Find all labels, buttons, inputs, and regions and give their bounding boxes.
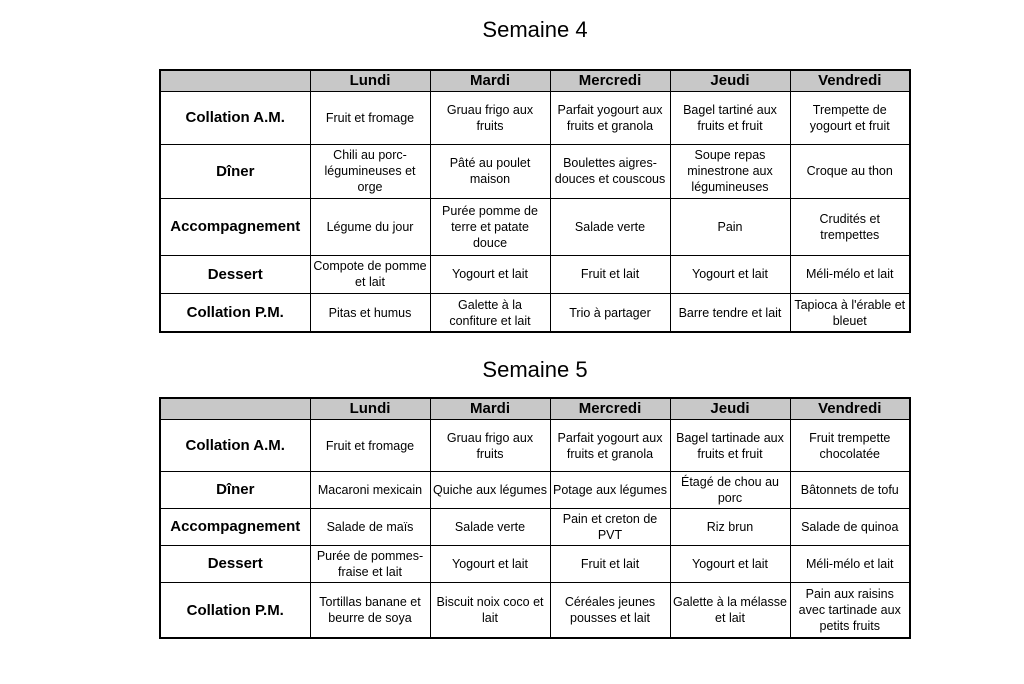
- table-row-diner: [160, 472, 910, 508]
- row-label: Accompagnement: [160, 199, 310, 256]
- menu-cell: Potage aux légumes: [550, 472, 670, 508]
- menu-cell: Yogourt et lait: [670, 255, 790, 293]
- row-label: Collation A.M.: [160, 92, 310, 145]
- table-row-collation-am: [160, 420, 910, 472]
- menu-cell: Quiche aux légumes: [430, 472, 550, 508]
- menu-cell: Pitas et humus: [310, 294, 430, 332]
- menu-cell: Fruit et lait: [550, 255, 670, 293]
- row-label: Collation A.M.: [160, 420, 310, 472]
- menu-cell: Fruit et fromage: [310, 420, 430, 472]
- week-4-title: Semaine 4: [482, 17, 588, 42]
- menu-cell: Gruau frigo aux fruits: [430, 420, 550, 472]
- header-day-friday: Vendredi: [790, 70, 910, 92]
- menu-cell: Macaroni mexicain: [310, 472, 430, 508]
- menu-cell: Trempette de yogourt et fruit: [790, 92, 910, 145]
- menu-cell: Trio à partager: [550, 294, 670, 332]
- row-label: Dîner: [160, 144, 310, 199]
- table-row-collation-pm: [160, 583, 910, 638]
- menu-cell: Compote de pomme et lait: [310, 255, 430, 293]
- table-row-collation-pm: [160, 294, 910, 332]
- row-label: Collation P.M.: [160, 294, 310, 332]
- menu-cell: Yogourt et lait: [430, 255, 550, 293]
- menu-cell: Fruit et lait: [550, 545, 670, 582]
- week-4-menu-table: [159, 69, 911, 333]
- menu-cell: Soupe repas minestrone aux légumineuses: [670, 144, 790, 199]
- menu-cell: Pâté au poulet maison: [430, 144, 550, 199]
- menu-cell: Galette à la mélasse et lait: [670, 583, 790, 638]
- header-corner-cell: [160, 398, 310, 420]
- menu-cell: Gruau frigo aux fruits: [430, 92, 550, 145]
- row-label: Dîner: [160, 472, 310, 508]
- header-day-monday: Lundi: [310, 398, 430, 420]
- menu-cell: Salade verte: [430, 508, 550, 545]
- menu-cell: Barre tendre et lait: [670, 294, 790, 332]
- menu-cell: Pain: [670, 199, 790, 256]
- menu-cell: Salade de maïs: [310, 508, 430, 545]
- menu-cell: Céréales jeunes pousses et lait: [550, 583, 670, 638]
- menu-cell: Croque au thon: [790, 144, 910, 199]
- menu-cell: Étagé de chou au porc: [670, 472, 790, 508]
- row-label: Collation P.M.: [160, 583, 310, 638]
- menu-cell: Chili au porc-légumineuses et orge: [310, 144, 430, 199]
- header-corner-cell: [160, 70, 310, 92]
- week-5-menu-table: [159, 397, 911, 639]
- table-row-collation-am: [160, 92, 910, 145]
- menu-cell: Bagel tartiné aux fruits et fruit: [670, 92, 790, 145]
- menu-cell: Pain aux raisins avec tartinade aux petits fruits: [790, 583, 910, 638]
- header-day-monday: Lundi: [310, 70, 430, 92]
- menu-cell: Bâtonnets de tofu: [790, 472, 910, 508]
- header-day-thursday: Jeudi: [670, 398, 790, 420]
- menu-cell: Méli-mélo et lait: [790, 255, 910, 293]
- header-day-wednesday: Mercredi: [550, 398, 670, 420]
- menu-cell: Boulettes aigres-douces et couscous: [550, 144, 670, 199]
- menu-cell: Tortillas banane et beurre de soya: [310, 583, 430, 638]
- menu-cell: Parfait yogourt aux fruits et granola: [550, 92, 670, 145]
- table-header-row: [160, 398, 910, 420]
- table-row-diner: [160, 144, 910, 199]
- row-label: Dessert: [160, 255, 310, 293]
- menu-cell: Salade verte: [550, 199, 670, 256]
- header-day-tuesday: Mardi: [430, 398, 550, 420]
- menu-cell: Purée pomme de terre et patate douce: [430, 199, 550, 256]
- week-5-title: Semaine 5: [482, 357, 588, 382]
- menu-cell: Crudités et trempettes: [790, 199, 910, 256]
- menu-cell: Fruit et fromage: [310, 92, 430, 145]
- menu-cell: Légume du jour: [310, 199, 430, 256]
- menu-cell: Biscuit noix coco et lait: [430, 583, 550, 638]
- table-row-accompagnement: [160, 199, 910, 256]
- menu-cell: Pain et creton de PVT: [550, 508, 670, 545]
- menu-cell: Yogourt et lait: [670, 545, 790, 582]
- table-row-dessert: [160, 545, 910, 582]
- menu-cell: Tapioca à l'érable et bleuet: [790, 294, 910, 332]
- menu-cell: Salade de quinoa: [790, 508, 910, 545]
- menu-cell: Bagel tartinade aux fruits et fruit: [670, 420, 790, 472]
- header-day-friday: Vendredi: [790, 398, 910, 420]
- header-day-tuesday: Mardi: [430, 70, 550, 92]
- table-header-row: [160, 70, 910, 92]
- menu-cell: Riz brun: [670, 508, 790, 545]
- table-row-accompagnement: [160, 508, 910, 545]
- header-day-thursday: Jeudi: [670, 70, 790, 92]
- row-label: Dessert: [160, 545, 310, 582]
- menu-cell: Purée de pommes-fraise et lait: [310, 545, 430, 582]
- menu-cell: Galette à la confiture et lait: [430, 294, 550, 332]
- menu-cell: Parfait yogourt aux fruits et granola: [550, 420, 670, 472]
- table-row-dessert: [160, 255, 910, 293]
- menu-cell: Yogourt et lait: [430, 545, 550, 582]
- menu-cell: Fruit trempette chocolatée: [790, 420, 910, 472]
- menu-cell: Méli-mélo et lait: [790, 545, 910, 582]
- row-label: Accompagnement: [160, 508, 310, 545]
- header-day-wednesday: Mercredi: [550, 70, 670, 92]
